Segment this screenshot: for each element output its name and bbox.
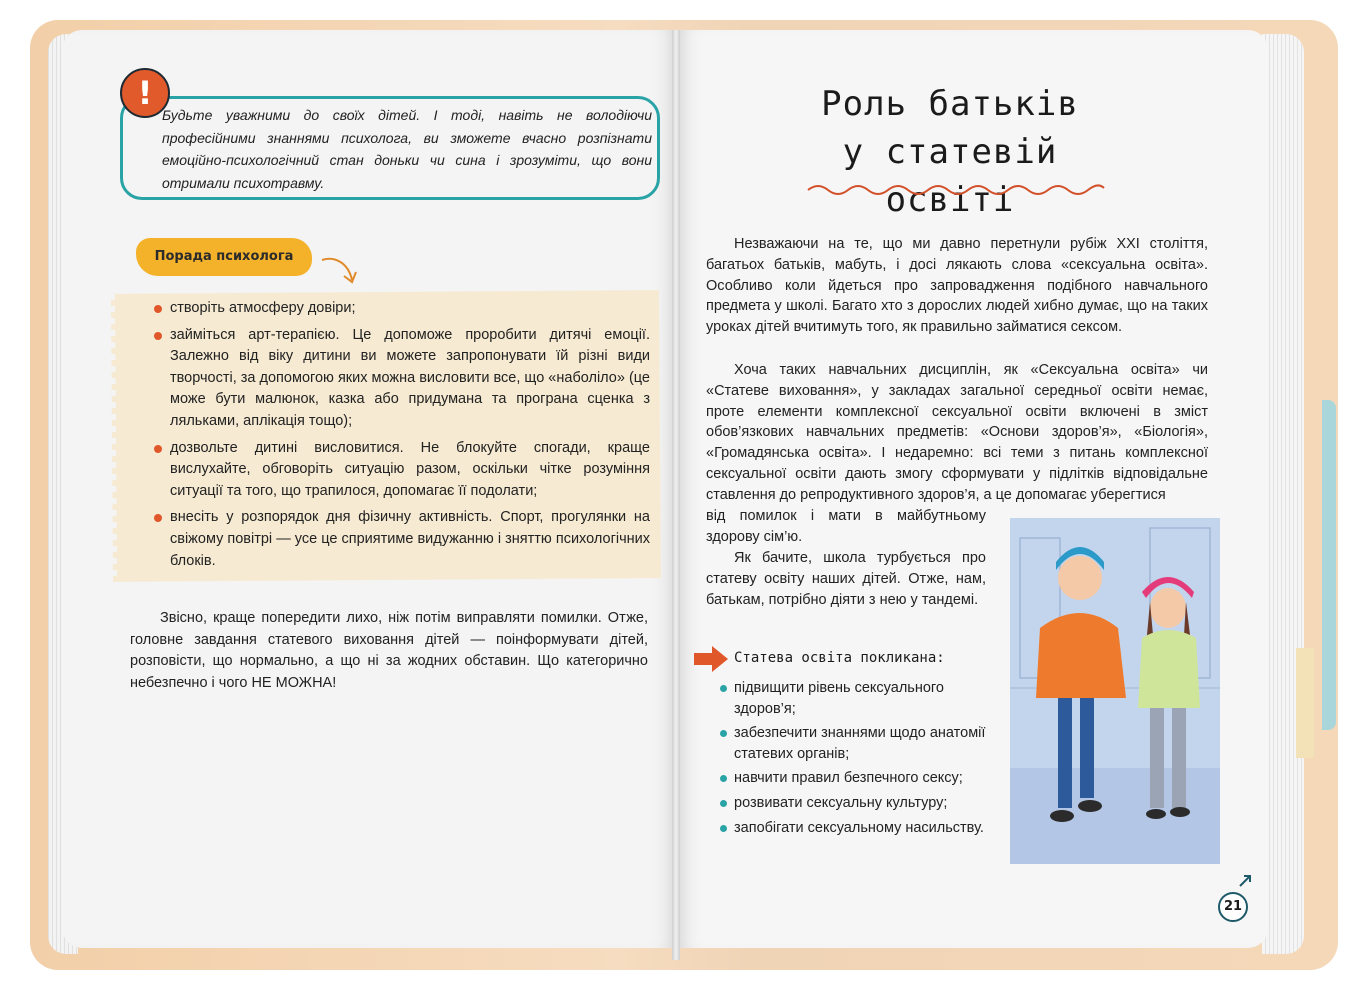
- page-title: [780, 80, 1120, 224]
- exclamation-icon: !: [120, 68, 170, 118]
- bullet-icon: [154, 305, 162, 313]
- purpose-item: розвивати сексуальну культуру;: [720, 793, 990, 814]
- purpose-item: запобігати сексуальному насильству.: [720, 818, 990, 839]
- bullet-icon: [154, 332, 162, 340]
- purpose-item: забезпечити знаннями щодо анатомії статевих органів;: [720, 723, 990, 764]
- advice-item: дозвольте дитині висловитися. Не блокуйте спогади, краще вислухайте, обговоріть ситуацію разом, оскільки чітке розуміння ситуації та того, що трапилося, допомагає її подолати;: [154, 438, 650, 503]
- male-symbol-icon: [1234, 874, 1254, 894]
- right-paragraph-2: Хоча таких навчальних дисциплін, як «Сексуальна освіта» чи «Статеве виховання», у закладах загальної середньої освіти немає, проте елементи комплексної сексуальної освіти включені в зміст обов’язкових навчальних предметів: «Основи здоров’я», «Біологія», «Громадянська освіта». І недаремно: всі теми з питань комплексної сексуальної освіти дають змогу сформувати у підлітків відповідальне ставлення до репродуктивного здоров’я, а це допомагає уберегтися: [706, 362, 1208, 503]
- bullet-icon: [720, 775, 727, 782]
- right-paragraph-3: від помилок і мати в майбутньому здорову сім’ю.: [706, 508, 986, 545]
- bullet-icon: [720, 800, 727, 807]
- bullet-icon: [154, 514, 162, 522]
- bullet-icon: [720, 825, 727, 832]
- page-stack-right: [1262, 34, 1304, 954]
- bullet-icon: [720, 730, 727, 737]
- title-line-2: у статевій освіті: [842, 132, 1058, 220]
- arrow-right-icon: [694, 646, 728, 672]
- purpose-list: [720, 678, 990, 842]
- book-spine: [672, 30, 680, 960]
- advice-item: внесіть у розпорядок дня фізичну активність. Спорт, прогулянки на свіжому повітрі — усе це сприятиме видужанню і зняттю психологічних блоків.: [154, 507, 650, 572]
- purpose-item: навчити правил безпечного сексу;: [720, 768, 990, 789]
- advice-item: створіть атмосферу довіри;: [154, 298, 650, 320]
- wavy-underline-icon: [806, 180, 1106, 196]
- bullet-icon: [720, 685, 727, 692]
- bullet-icon: [154, 445, 162, 453]
- advice-item: займіться арт-терапією. Це допоможе проробити дитячі емоції. Залежно від віку дитини ви можете запропонувати їй різні види творчості, за допомогою яких можна висловити все, що «наболіло» (це може бути малюнок, казка або придумана та програна сценка з ляльками, аплікація тощо);: [154, 325, 650, 433]
- right-paragraph-1: Незважаючи на те, що ми давно перетнули рубіж XXI століття, багатьох батьків, мабуть, і досі лякають слова «сексуальна освіта». Особливо коли йдеться про запровадження подібного навчального предмета у школі. Багато хто з дорослих людей хибно думає, що на таких уроках дітей вчитимуть того, як правильно займатися сексом.: [706, 236, 1208, 336]
- two-teenagers-walking-illustration: [1010, 518, 1220, 864]
- page-tab-marker: [1296, 648, 1314, 758]
- purpose-item: підвищити рівень сексуального здоров’я;: [720, 678, 990, 719]
- title-line-1: Роль батьків: [821, 84, 1079, 124]
- advice-label: Порада психолога: [136, 238, 312, 276]
- warning-text: Будьте уважними до своїх дітей. І тоді, навіть не володіючи професійними знаннями психолога, ви зможете вчасно розпізнати емоційно-психологічний стан доньки чи сина і зрозуміти, що вони отримали психотравму.: [162, 107, 652, 191]
- purpose-heading: Статева освіта покликана:: [734, 650, 945, 666]
- cover-color-strip: [1322, 400, 1336, 730]
- advice-list: [154, 298, 650, 577]
- left-paragraph: Звісно, краще попередити лихо, ніж потім виправляти помилки. Отже, головне завдання статевого виховання дітей — поінформувати дітей, розповісти, що нормально, а що ні за жодних обставин. Що категорично небезпечно і чого НЕ МОЖНА!: [130, 610, 648, 691]
- page-number: 21: [1218, 892, 1248, 922]
- curved-arrow-icon: [320, 254, 360, 288]
- right-paragraph-4: Як бачите, школа турбується про статеву освіту наших дітей. Отже, нам, батькам, потрібно діяти з нею у тандемі.: [706, 550, 986, 608]
